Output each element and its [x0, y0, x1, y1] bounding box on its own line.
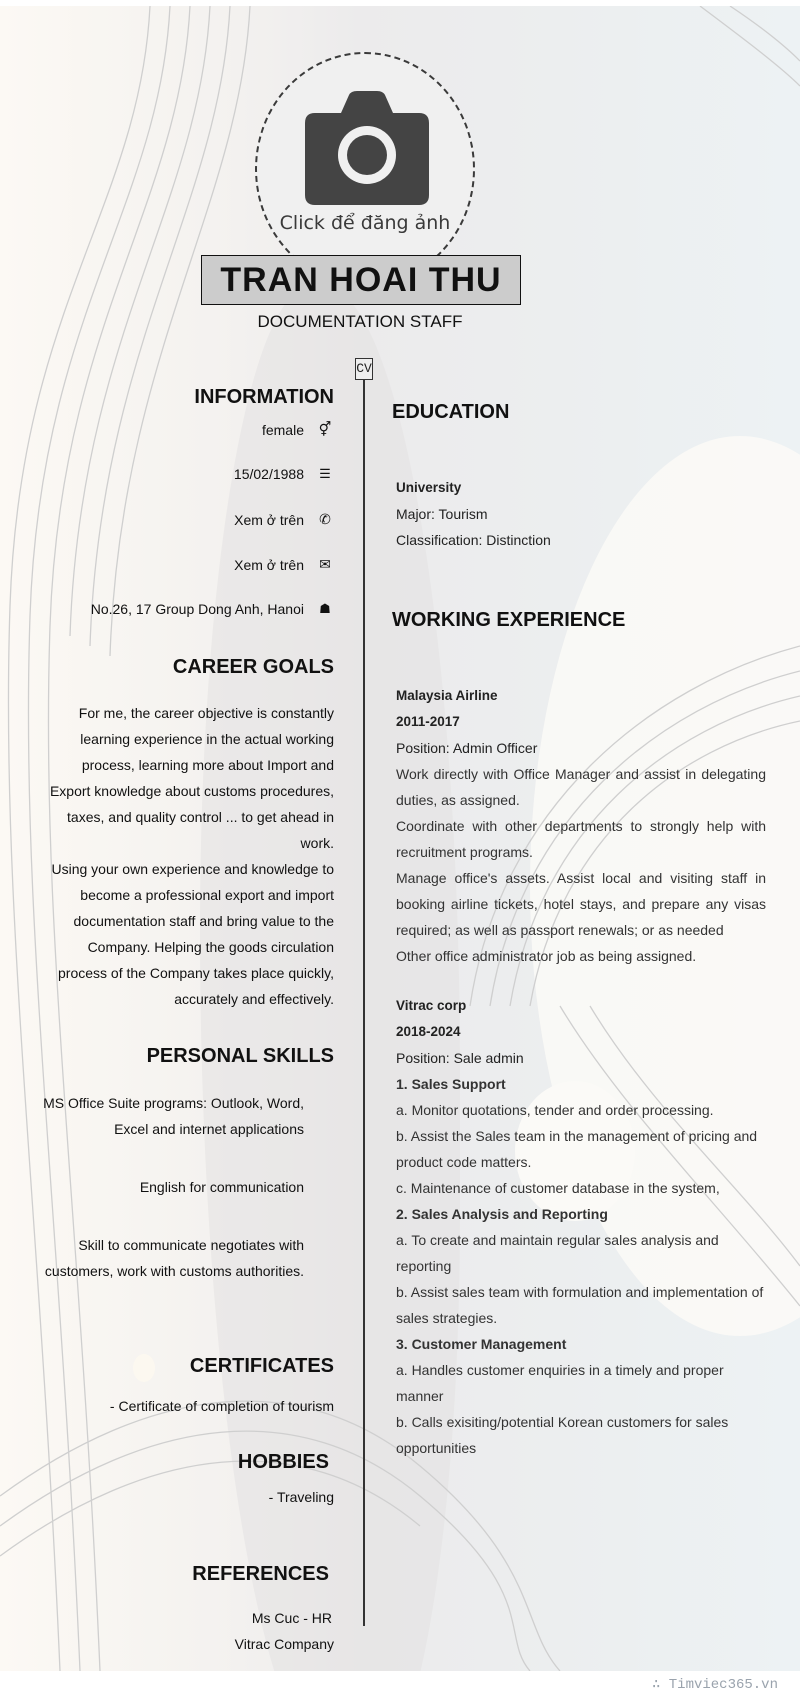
job-duty: b. Assist sales team with formulation and implementation of sales strategies. [396, 1284, 764, 1326]
job-title: DOCUMENTATION STAFF [257, 312, 463, 331]
job-duty: Work directly with Office Manager and assist in delegating duties, as assigned. [396, 766, 766, 808]
upload-photo-label: Click để đăng ảnh [279, 212, 451, 234]
career-goal-paragraph-2: Using your own experience and knowledge to become a professional export and import documentation staff and bring value to the Company. Helping the goods circulation process of the Company takes place quickly, accurately and effectively. [51, 861, 334, 1007]
career-goals-text [39, 700, 334, 1012]
phone-icon: ✆ [319, 511, 331, 527]
info-address [91, 601, 334, 617]
envelope-icon: ✉ [319, 556, 331, 572]
address-value: No.26, 17 Group Dong Anh, Hanoi [90, 601, 304, 617]
job-duty: c. Maintenance of customer database in the system, [396, 1180, 720, 1196]
job-period: 2011-2017 [396, 714, 460, 729]
skill-item: English for communication [139, 1179, 304, 1195]
job-duty: a. To create and maintain regular sales analysis and reporting [396, 1232, 719, 1274]
job-duty: Coordinate with other departments to strongly help with recruitment programs. [396, 818, 766, 860]
references-heading: REFERENCES [192, 1563, 329, 1585]
reference-name: Ms Cuc - HR [251, 1610, 332, 1626]
job-duty: Other office administrator job as being assigned. [396, 948, 697, 964]
hobby-item: - Traveling [268, 1489, 334, 1505]
education-school: University [396, 480, 462, 495]
info-phone [234, 511, 334, 528]
duty-group-title: 3. Customer Management [396, 1336, 567, 1352]
birthday-cake-icon: ☰ [319, 466, 331, 481]
information-heading: INFORMATION [194, 386, 334, 408]
info-birthday [234, 466, 334, 482]
phone-value: Xem ở trên [234, 511, 304, 528]
education-major: Major: Tourism [396, 506, 488, 522]
education-classification: Classification: Distinction [396, 532, 551, 548]
job-position: Position: Sale admin [396, 1050, 524, 1066]
hobbies-heading: HOBBIES [237, 1451, 329, 1473]
job-duty: a. Handles customer enquiries in a timely and proper manner [396, 1362, 724, 1404]
email-value: Xem ở trên [234, 556, 304, 573]
job-duty: a. Monitor quotations, tender and order processing. [396, 1102, 714, 1118]
job-entry-2 [396, 993, 766, 1461]
cv-marker: CV [355, 358, 373, 380]
reference-company: Vitrac Company [234, 1636, 334, 1652]
job-duty: b. Assist the Sales team in the management of pricing and product code matters. [396, 1128, 758, 1170]
career-goals-heading: CAREER GOALS [172, 656, 334, 678]
certificates-heading: CERTIFICATES [189, 1355, 334, 1377]
education-entry [396, 475, 766, 553]
education-heading: EDUCATION [392, 401, 510, 423]
job-company: Vitrac corp [396, 998, 467, 1013]
timeline-divider [363, 380, 365, 1626]
home-icon: ☗ [319, 601, 331, 616]
info-email [234, 556, 334, 573]
certificate-item: - Certificate of completion of tourism [109, 1398, 334, 1414]
skill-item: Skill to communicate negotiates with customers, work with customs authorities. [44, 1237, 304, 1279]
skill-item: MS Office Suite programs: Outlook, Word, Excel and internet applications [43, 1095, 304, 1137]
info-gender [262, 421, 334, 438]
career-goal-paragraph-1: For me, the career objective is constantly learning experience in the actual working process, learning more about Import and Export knowledge about customs procedures, taxes, and quality control ... to get ahead in work. [49, 705, 334, 851]
birthday-value: 15/02/1988 [233, 466, 304, 482]
duty-group-title: 2. Sales Analysis and Reporting [396, 1206, 608, 1222]
camera-icon [305, 91, 429, 205]
job-company: Malaysia Airline [396, 688, 498, 703]
job-duty: Manage office's assets. Assist local and visiting staff in booking airline tickets, hotel stays, and prepare any visas required; as well as passport renewals; or as needed [396, 870, 766, 938]
personal-skills-heading: PERSONAL SKILLS [146, 1045, 334, 1067]
avatar-upload[interactable] [255, 52, 475, 286]
watermark: ∴ Timviec365.vn [651, 1677, 778, 1693]
candidate-name: TRAN HOAI THU [201, 255, 521, 305]
gender-value: female [261, 421, 304, 438]
experience-heading: WORKING EXPERIENCE [392, 609, 626, 631]
duty-group-title: 1. Sales Support [396, 1076, 506, 1092]
job-position: Position: Admin Officer [396, 740, 538, 756]
job-duty: b. Calls exisiting/potential Korean customers for sales opportunities [396, 1414, 729, 1456]
job-period: 2018-2024 [396, 1024, 461, 1039]
gender-icon: ⚥ [318, 421, 332, 437]
job-entry-1 [396, 683, 766, 969]
